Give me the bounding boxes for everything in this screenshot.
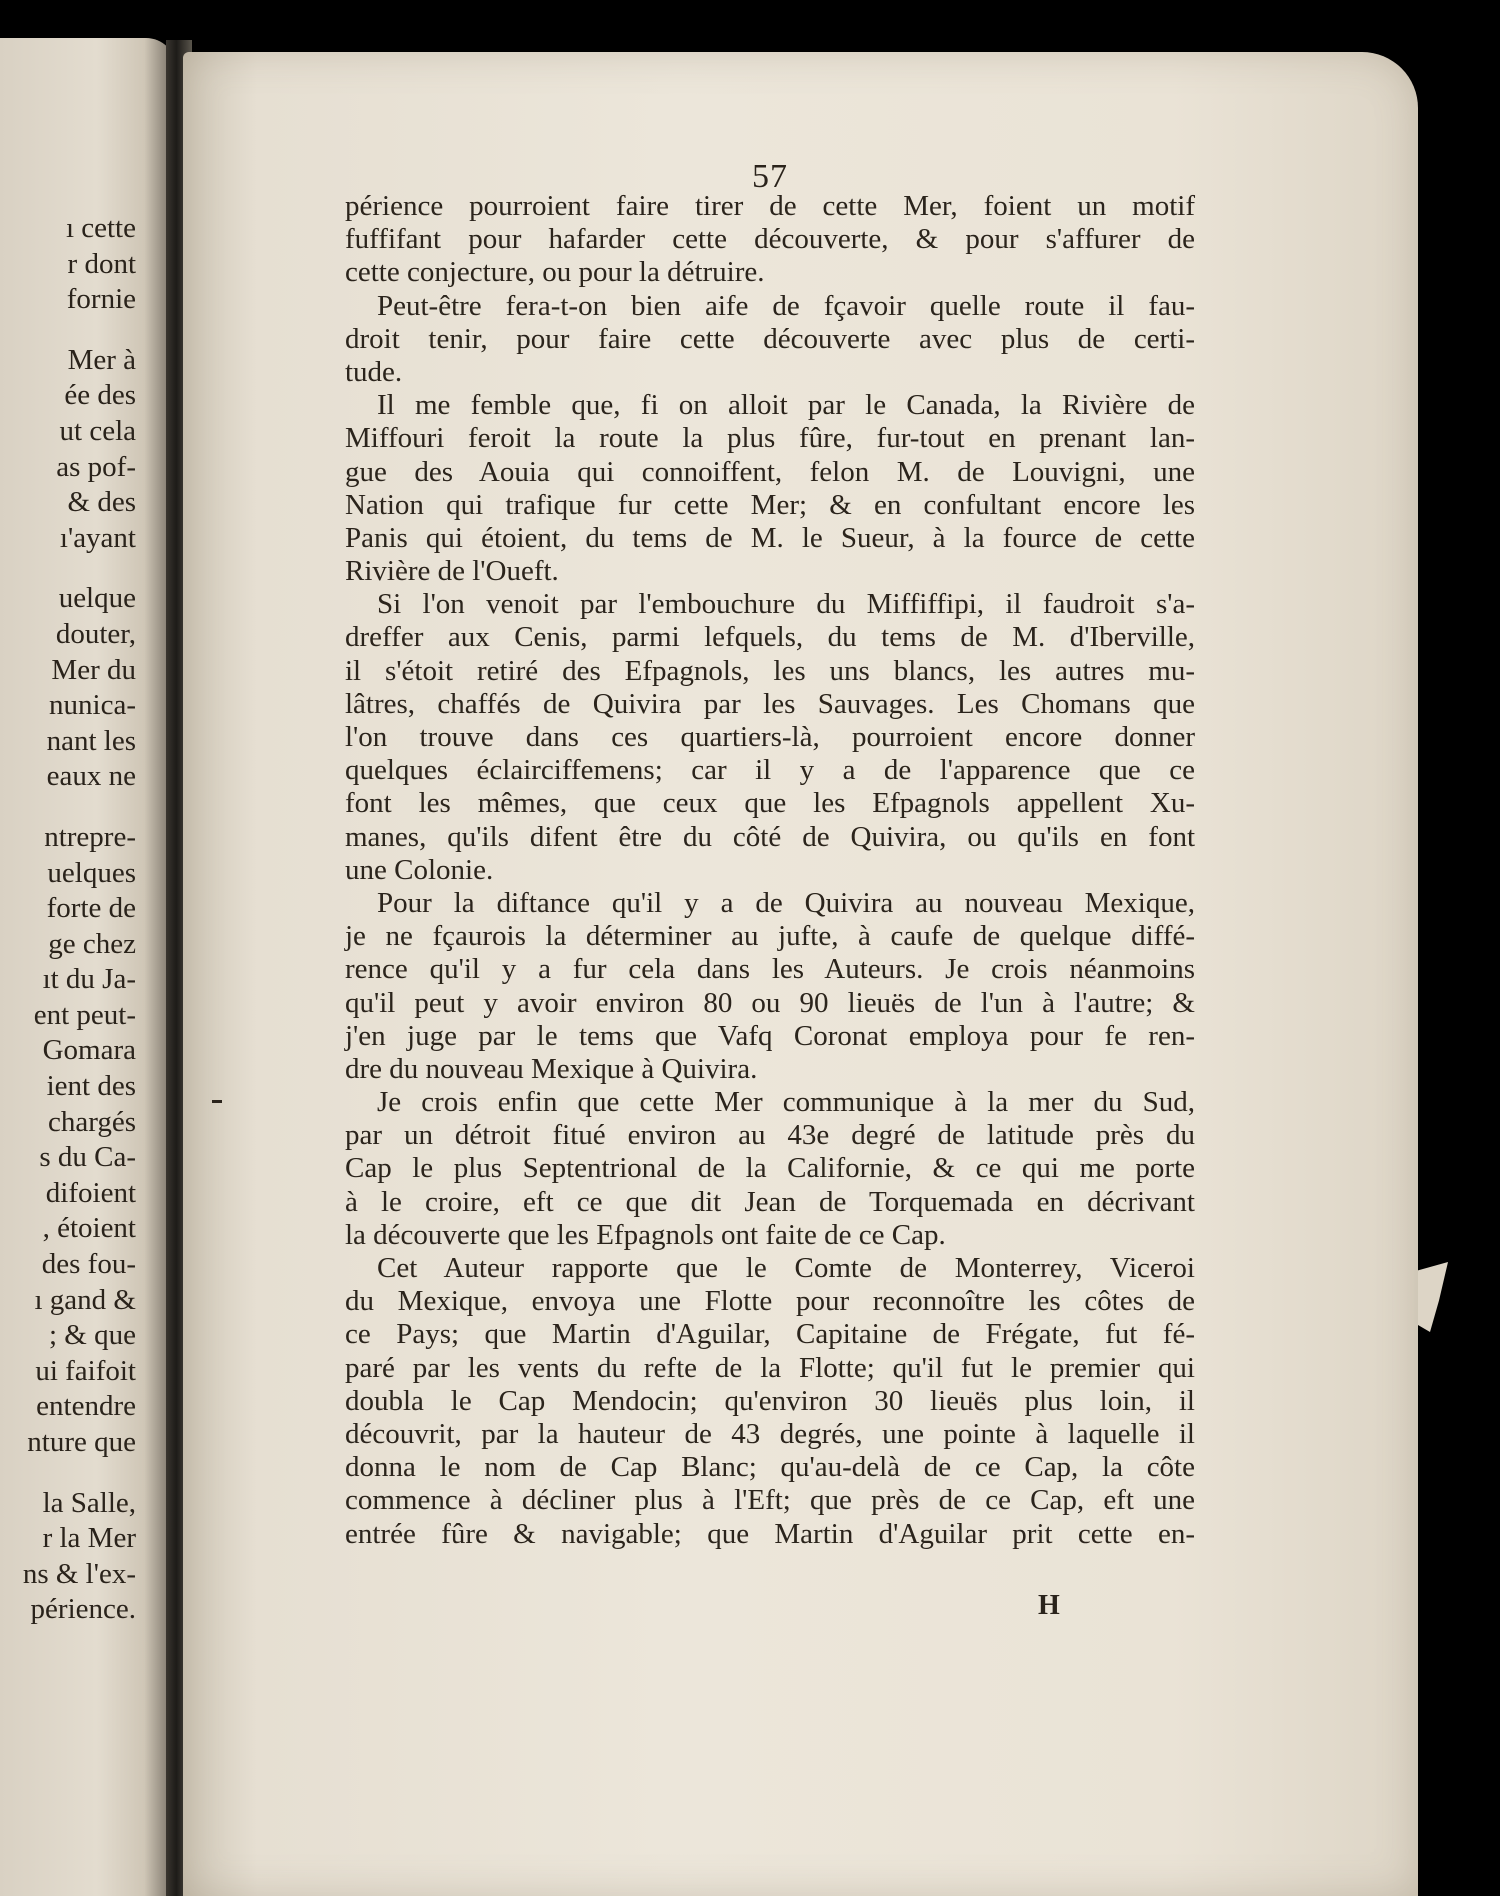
left-page-line: ı gand & bbox=[34, 1283, 136, 1316]
text-line: droit tenir, pour faire cette découverte avec plus de certi- bbox=[345, 322, 1195, 355]
left-page-line: as pof- bbox=[56, 450, 136, 483]
left-page-line: forte de bbox=[46, 892, 136, 925]
text-line: quelques éclairciffemens; car il y a de l'apparence que ce bbox=[345, 754, 1195, 787]
left-page-line: ns & l'ex- bbox=[22, 1557, 136, 1590]
left-page-line: ut cela bbox=[59, 414, 136, 447]
left-page-line: ntrepre- bbox=[44, 820, 136, 853]
left-page-line: nunica- bbox=[49, 689, 136, 722]
left-page-line: eaux ne bbox=[46, 760, 136, 793]
left-page-line: ıt du Ja- bbox=[42, 963, 136, 996]
page-number: 57 bbox=[752, 158, 788, 195]
text-line: fuffifant pour hafarder cette découverte, & pour s'affurer de bbox=[345, 223, 1195, 256]
text-line: doubla le Cap Mendocin; qu'environ 30 lieuës plus loin, il bbox=[345, 1384, 1195, 1417]
margin-mark bbox=[212, 1100, 222, 1103]
left-page-line bbox=[0, 795, 136, 820]
text-line: ce Pays; que Martin d'Aguilar, Capitaine de Frégate, fut fé- bbox=[345, 1318, 1195, 1351]
left-page-line: r dont bbox=[67, 247, 136, 280]
left-page-line: Mer du bbox=[51, 653, 136, 686]
text-line: dreffer aux Cenis, parmi lefquels, du tems de M. d'Iberville, bbox=[345, 621, 1195, 654]
left-page-line: uelque bbox=[58, 582, 136, 615]
left-page-line: ge chez bbox=[48, 927, 136, 960]
left-page-line: r la Mer bbox=[42, 1522, 136, 1555]
left-page-line bbox=[0, 318, 136, 343]
left-page-line: ient des bbox=[46, 1070, 136, 1103]
text-line: Si l'on venoit par l'embouchure du Miffiffipi, il faudroit s'a- bbox=[377, 588, 1195, 621]
text-line: Cap le plus Septentrional de la Californie, & ce qui me porte bbox=[345, 1152, 1195, 1185]
text-line: Nation qui trafique fur cette Mer; & en confultant encore les bbox=[345, 488, 1195, 521]
text-line: qu'il peut y avoir environ 80 ou 90 lieuës de l'un à l'autre; & bbox=[345, 986, 1195, 1019]
left-page-line: périence. bbox=[30, 1593, 136, 1626]
left-page-line: ui faifoit bbox=[35, 1354, 136, 1387]
text-line: Cet Auteur rapporte que le Comte de Monterrey, Viceroi bbox=[377, 1252, 1195, 1284]
left-page-line: uelques bbox=[47, 856, 136, 889]
torn-paper-fragment bbox=[1418, 1262, 1448, 1332]
text-line: lâtres, chaffés de Quivira par les Sauvages. Les Chomans que bbox=[345, 687, 1195, 720]
left-page-line: nant les bbox=[46, 724, 136, 757]
text-line: commence à décliner plus à l'Eft; que près de ce Cap, eft une bbox=[345, 1484, 1195, 1517]
left-page-text bbox=[0, 211, 136, 1628]
left-page-line: & des bbox=[67, 486, 136, 519]
left-page-line: Gomara bbox=[42, 1034, 136, 1067]
text-line: Peut-être fera-t-on bien aife de fçavoir quelle route il fau- bbox=[377, 289, 1195, 322]
left-page-line: des fou- bbox=[41, 1248, 136, 1281]
text-line: paré par les vents du refte de la Flotte; qu'il fut le premier qui bbox=[345, 1351, 1195, 1384]
text-line: l'on trouve dans ces quartiers-là, pourroient encore donner bbox=[345, 721, 1195, 753]
text-line: tude. bbox=[345, 355, 403, 388]
left-page-line: fornie bbox=[66, 283, 136, 316]
left-page-line: ent peut- bbox=[33, 998, 136, 1031]
left-page-line: douter, bbox=[55, 617, 136, 650]
left-page-line: ée des bbox=[64, 379, 136, 412]
left-page-line: chargés bbox=[47, 1105, 136, 1138]
text-line: Rivière de l'Oueft. bbox=[345, 555, 559, 588]
text-line: Il me femble que, fi on alloit par le Canada, la Rivière de bbox=[377, 389, 1195, 422]
text-line: Pour la diftance qu'il y a de Quivira au nouveau Mexique, bbox=[377, 886, 1195, 919]
text-line: je ne fçaurois la déterminer au jufte, à caufe de quelque diffé- bbox=[345, 920, 1195, 953]
text-line: font les mêmes, que ceux que les Efpagnols appellent Xu- bbox=[345, 787, 1195, 820]
text-line: gue des Aouia qui connoiffent, felon M. de Louvigni, une bbox=[345, 455, 1195, 488]
text-line: entrée fûre & navigable; que Martin d'Aguilar prit cette en- bbox=[345, 1517, 1195, 1550]
left-page-line: nture que bbox=[27, 1426, 136, 1458]
left-page-line: Mer à bbox=[67, 343, 136, 376]
left-page-line: entendre bbox=[36, 1390, 136, 1423]
text-line: donna le nom de Cap Blanc; qu'au-delà de ce Cap, la côte bbox=[345, 1451, 1195, 1484]
left-page-line: difoient bbox=[45, 1176, 136, 1209]
text-line: Panis qui étoient, du tems de M. le Sueur, à la fource de cette bbox=[345, 521, 1195, 554]
left-page-line: la Salle, bbox=[42, 1486, 136, 1519]
text-line: il s'étoit retiré des Efpagnols, les uns blancs, les autres mu- bbox=[345, 654, 1195, 687]
left-page-line bbox=[0, 556, 136, 581]
text-line: cette conjecture, ou pour la détruire. bbox=[345, 256, 765, 289]
left-page-line: ; & que bbox=[49, 1319, 136, 1352]
text-line: par un détroit fitué environ au 43e degré de latitude près du bbox=[345, 1119, 1195, 1152]
text-line: du Mexique, envoya une Flotte pour reconnoître les côtes de bbox=[345, 1285, 1195, 1318]
text-line: Je crois enfin que cette Mer communique à la mer du Sud, bbox=[377, 1086, 1195, 1119]
text-line: découvrit, par la hauteur de 43 degrés, une pointe à laquelle il bbox=[345, 1417, 1195, 1450]
text-line: Miffouri feroit la route la plus fûre, fur-tout en prenant lan- bbox=[345, 422, 1195, 455]
text-line: manes, qu'ils difent être du côté de Quivira, ou qu'ils en font bbox=[345, 820, 1195, 853]
signature-mark: H bbox=[1038, 1590, 1060, 1621]
text-line: à le croire, eft ce que dit Jean de Torquemada en décrivant bbox=[345, 1185, 1195, 1218]
body-text bbox=[345, 190, 1195, 1551]
left-facing-page bbox=[0, 38, 176, 1896]
left-page-line: ı cette bbox=[65, 212, 136, 244]
left-page-line: s du Ca- bbox=[39, 1141, 136, 1174]
left-page-line: ı'ayant bbox=[59, 521, 136, 554]
text-line: périence pourroient faire tirer de cette Mer, foient un motif bbox=[345, 190, 1195, 222]
text-line: rence qu'il y a fur cela dans les Auteurs. Je crois néanmoins bbox=[345, 953, 1195, 986]
left-page-line bbox=[0, 1461, 136, 1486]
text-line: dre du nouveau Mexique à Quivira. bbox=[345, 1052, 758, 1085]
text-line: j'en juge par le tems que Vafq Coronat employa pour fe ren- bbox=[345, 1019, 1195, 1052]
text-line: une Colonie. bbox=[345, 853, 494, 886]
left-page-line: , étoient bbox=[42, 1212, 136, 1245]
text-line: la découverte que les Efpagnols ont faite de ce Cap. bbox=[345, 1218, 946, 1251]
